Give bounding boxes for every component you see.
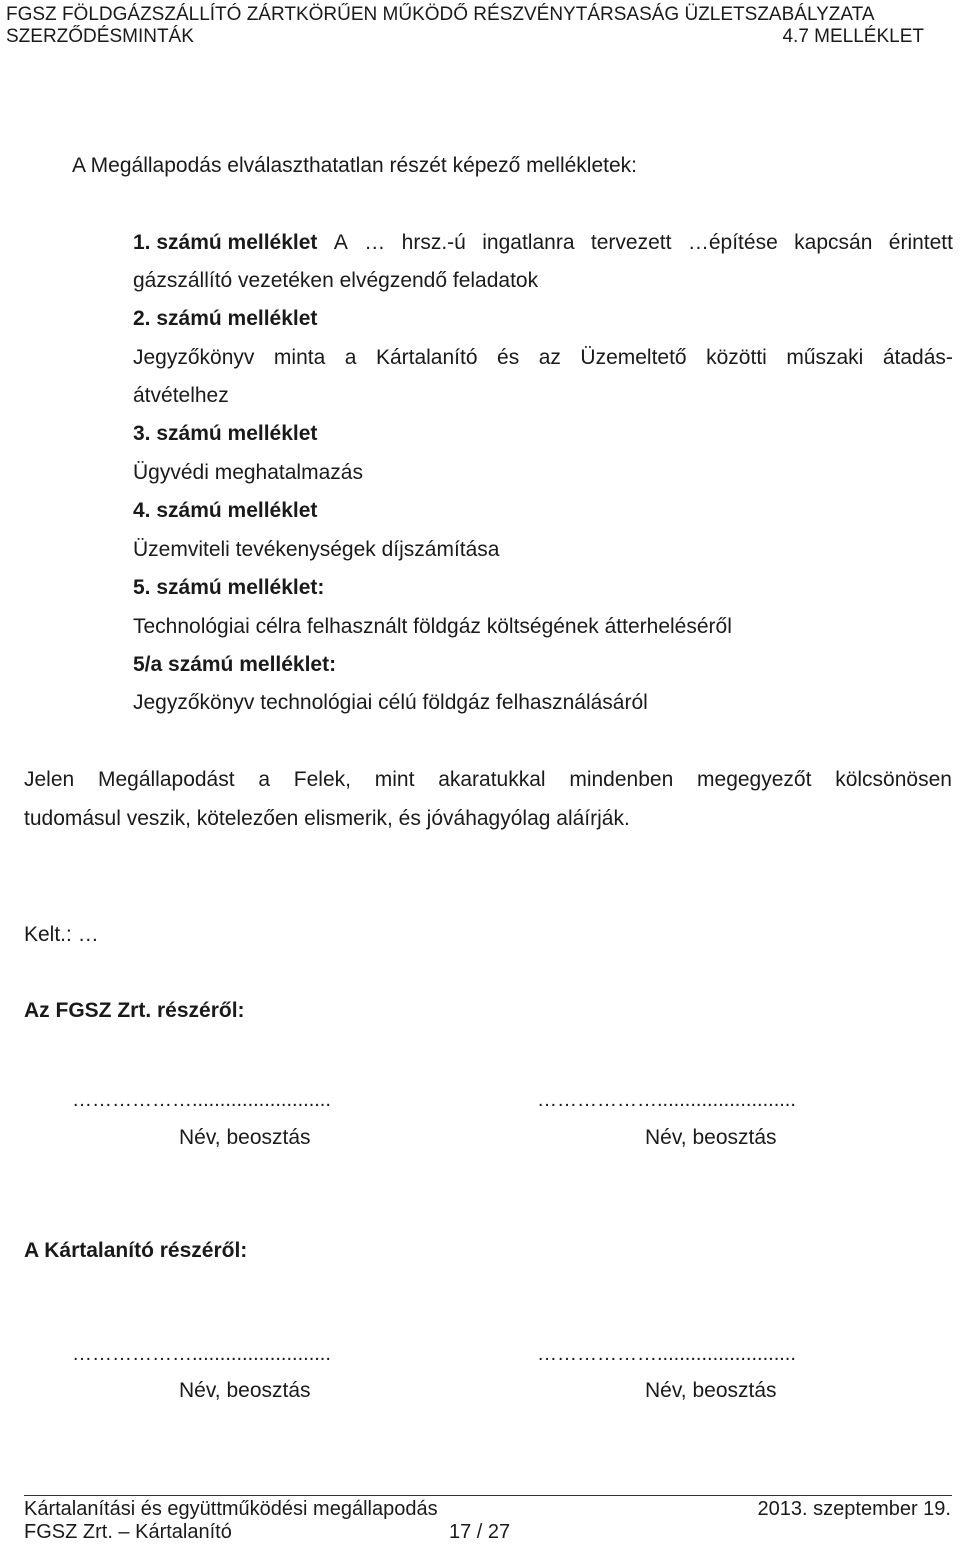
- footer-doc-title: Kártalanítási és együttműködési megállapodás: [24, 1498, 438, 1520]
- footer-company: FGSZ Zrt. – Kártalanító: [24, 1521, 232, 1543]
- signature-line-kartalanito-2: ……………….........................: [537, 1343, 796, 1365]
- signature-label-kartalanito-1: Név, beosztás: [179, 1379, 311, 1402]
- annex-3-desc: Ügyvédi meghatalmazás: [133, 461, 363, 484]
- annex-1-line1: [133, 231, 953, 255]
- fgsz-party-heading: Az FGSZ Zrt. részéről:: [24, 999, 245, 1022]
- word: …építése: [687, 231, 778, 254]
- annex-4-desc: Üzemviteli tevékenységek díjszámítása: [133, 538, 500, 561]
- word: mint: [374, 768, 415, 791]
- annex-2-number: 2. számú melléklet: [133, 307, 318, 330]
- signature-line-fgsz-1: ……………….........................: [72, 1089, 331, 1111]
- signature-label-kartalanito-2: Név, beosztás: [645, 1379, 777, 1402]
- word: Üzemeltető: [580, 346, 687, 369]
- word: megegyezőt: [697, 768, 812, 791]
- word: Felek,: [293, 768, 351, 791]
- date-line: Kelt.: …: [24, 923, 99, 946]
- annex-3-number: 3. számú melléklet: [133, 422, 318, 445]
- kartalanito-party-heading: A Kártalanító részéről:: [24, 1239, 248, 1262]
- word: ingatlanra: [482, 231, 575, 254]
- signature-label-fgsz-1: Név, beosztás: [179, 1126, 311, 1149]
- word: átadás-: [882, 346, 953, 369]
- closing-line1: [24, 768, 952, 792]
- word: az: [538, 346, 561, 369]
- word: akaratukkal: [438, 768, 546, 791]
- header-subline: [6, 26, 924, 48]
- annex-5a-number: 5/a számú melléklet:: [133, 653, 337, 676]
- word: közötti: [706, 346, 767, 369]
- word: és: [497, 346, 520, 369]
- closing-line2: tudomásul veszik, kötelezően elismerik, és jóváhagyólag aláírják.: [24, 807, 630, 830]
- word: minta: [273, 346, 326, 369]
- signature-line-kartalanito-1: ……………….........................: [72, 1343, 331, 1365]
- annex-2-desc-line1: [133, 346, 953, 370]
- annex-4-number: 4. számú melléklet: [133, 499, 318, 522]
- word: A: [333, 231, 348, 254]
- word: Kártalanító: [375, 346, 478, 369]
- signature-line-fgsz-2: ……………….........................: [537, 1089, 796, 1111]
- word: mindenben: [569, 768, 674, 791]
- signature-label-fgsz-2: Név, beosztás: [645, 1126, 777, 1149]
- word: Jegyzőkönyv: [133, 346, 255, 369]
- word: tervezett: [590, 231, 672, 254]
- annex-5-number: 5. számú melléklet:: [133, 576, 325, 599]
- word: kapcsán: [794, 231, 873, 254]
- annex-1-line2: gázszállító vezetéken elvégzendő feladatok: [133, 269, 539, 292]
- annex-5a-desc: Jegyzőkönyv technológiai célú földgáz felhasználásáról: [133, 691, 648, 714]
- word: …: [364, 231, 386, 254]
- word: a: [258, 768, 271, 791]
- annex-1-number: 1. számú melléklet: [133, 231, 318, 254]
- annex-5-desc: Technológiai célra felhasznált földgáz költségének átterheléséről: [133, 615, 732, 638]
- footer-rule: [24, 1495, 952, 1496]
- footer-page-number: 17 / 27: [449, 1521, 511, 1543]
- word: kölcsönösen: [835, 768, 952, 791]
- word: Jelen: [24, 768, 75, 791]
- word: érintett: [888, 231, 953, 254]
- header-annex: 4.7 MELLÉKLET: [782, 26, 924, 47]
- annex-intro: A Megállapodás elválaszthatatlan részét képező mellékletek:: [72, 154, 637, 177]
- footer-date: 2013. szeptember 19.: [757, 1498, 951, 1520]
- header-section: SZERZŐDÉSMINTÁK: [6, 26, 194, 47]
- word: hrsz.-ú: [401, 231, 466, 254]
- word: a: [344, 346, 357, 369]
- word: műszaki: [786, 346, 864, 369]
- word: Megállapodást: [97, 768, 235, 791]
- annex-2-desc-line2: átvételhez: [133, 384, 229, 407]
- header-title: FGSZ FÖLDGÁZSZÁLLÍTÓ ZÁRTKÖRŰEN MŰKÖDŐ RÉSZVÉNYTÁRSASÁG ÜZLETSZABÁLYZATA: [6, 4, 875, 25]
